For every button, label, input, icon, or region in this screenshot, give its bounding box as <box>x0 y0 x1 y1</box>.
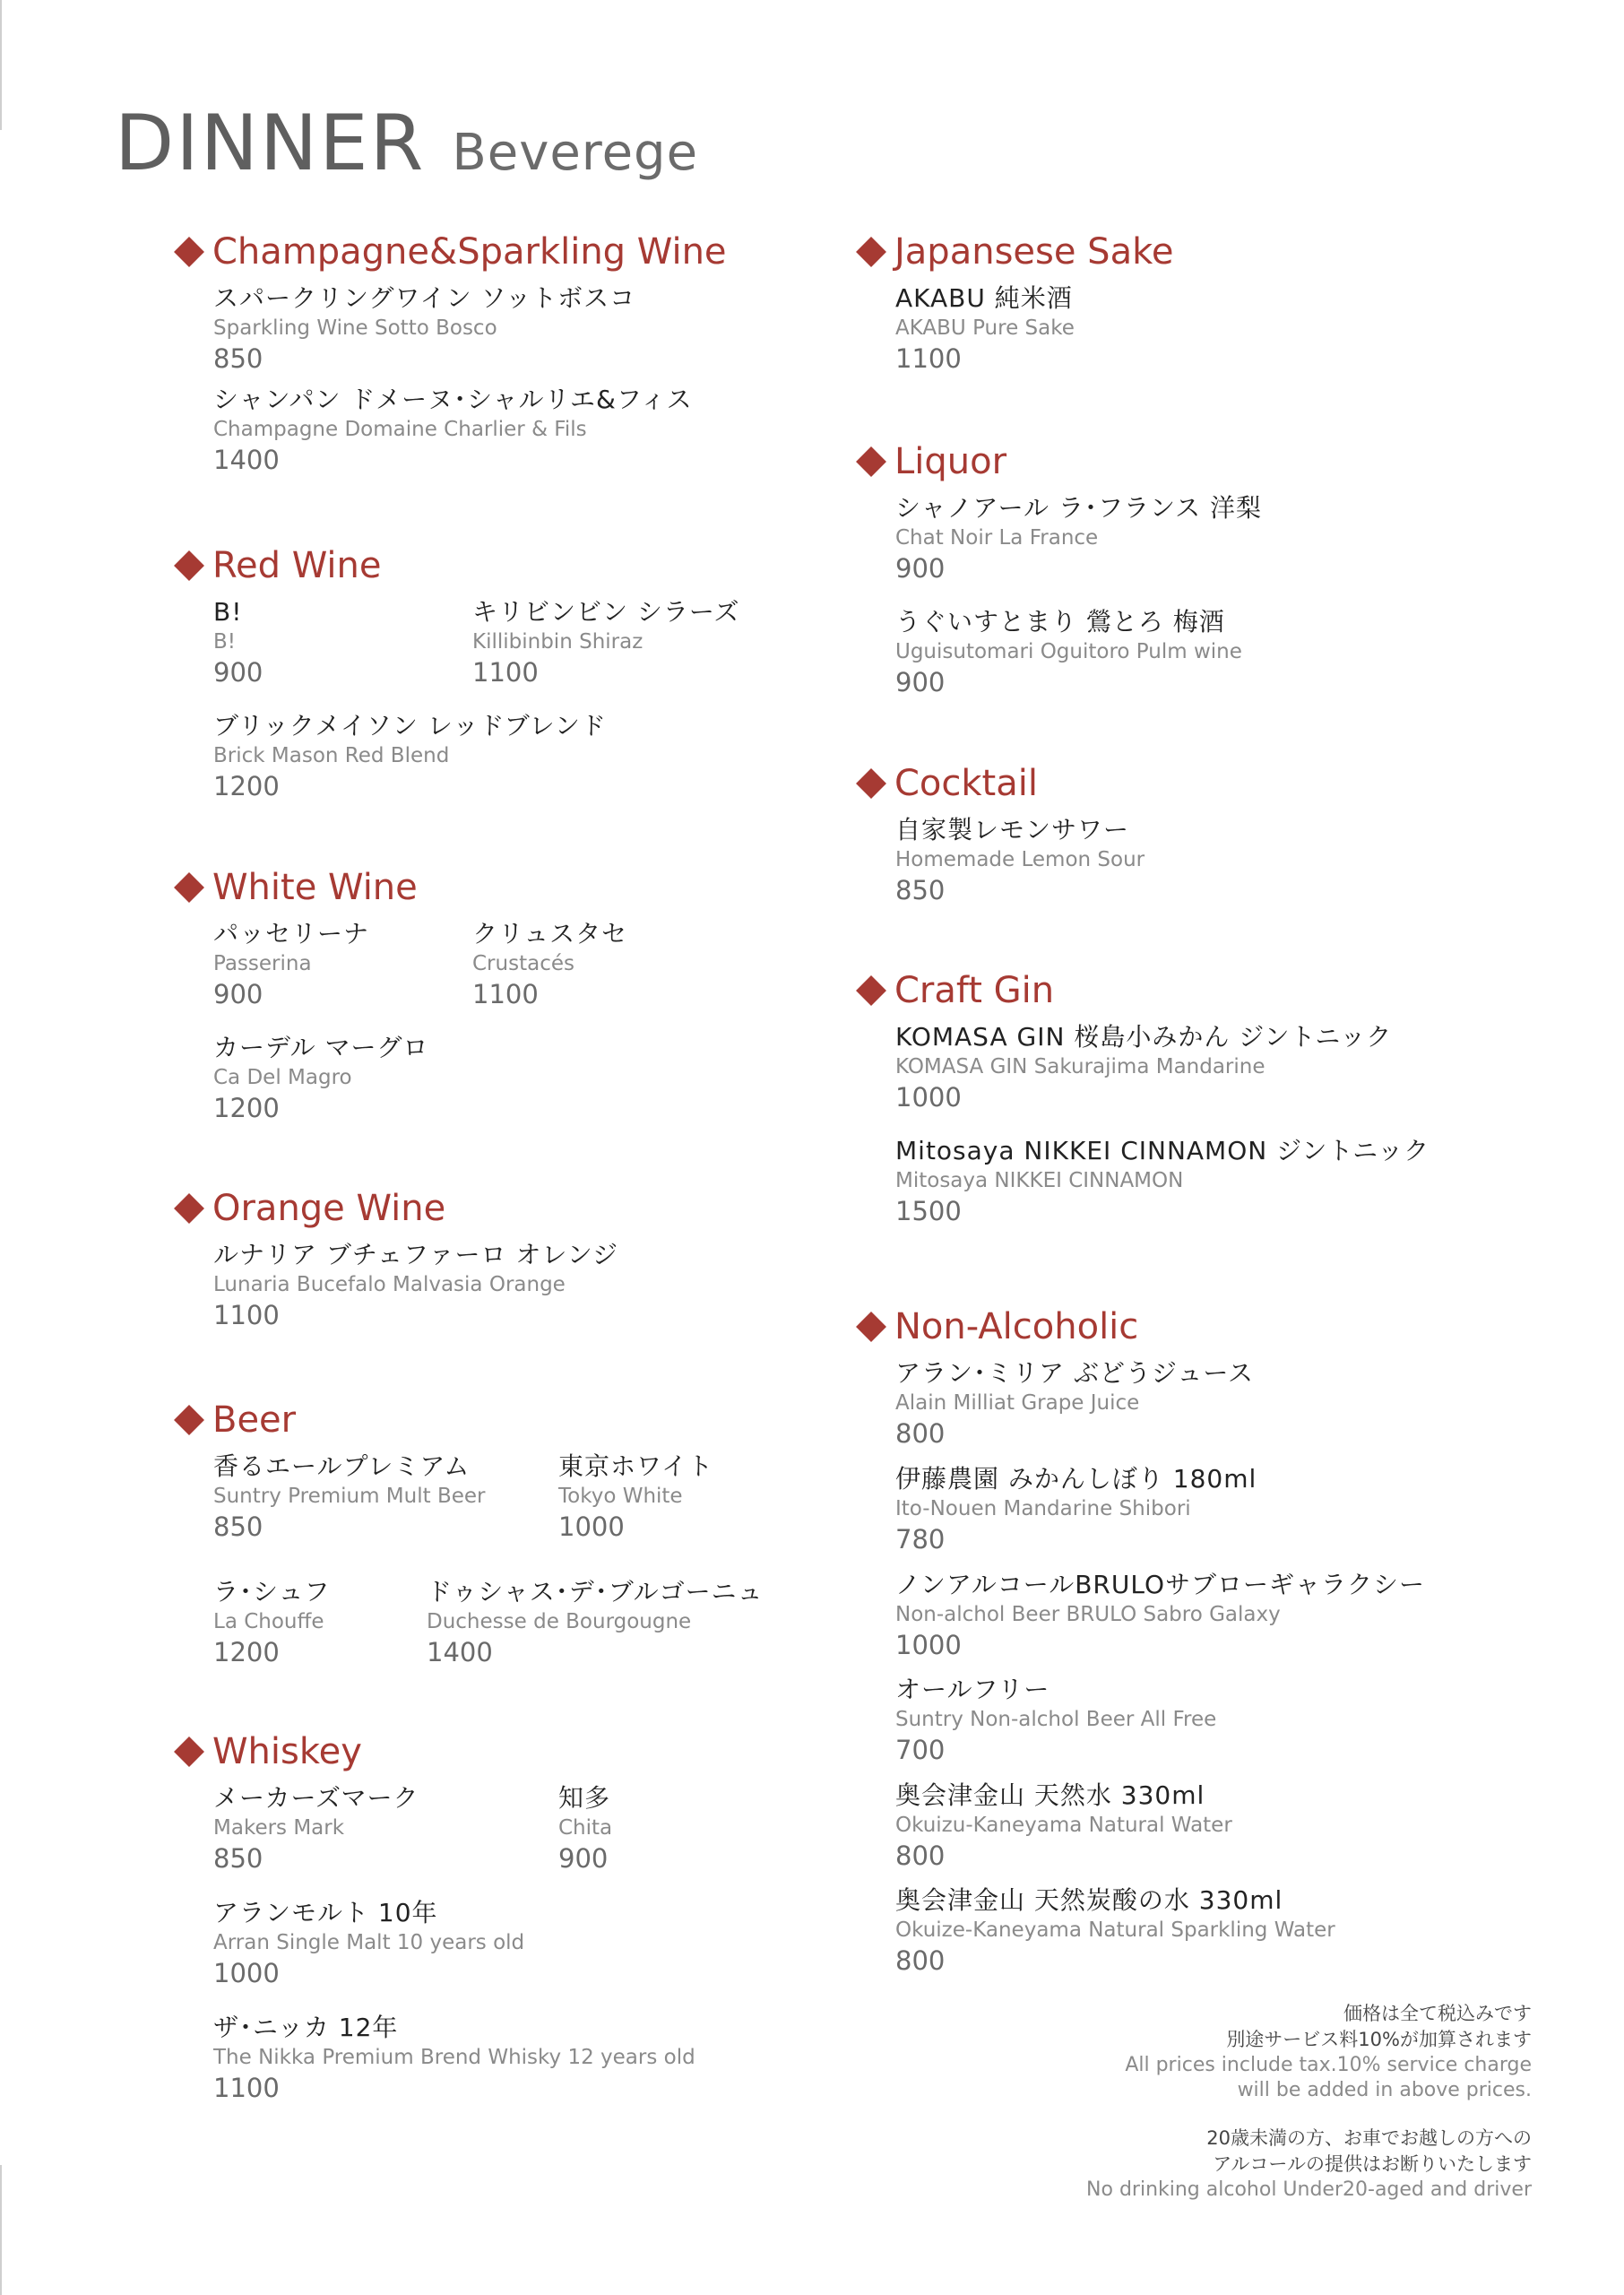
section-title: Orange Wine <box>175 1185 445 1232</box>
menu-item <box>213 710 607 803</box>
menu-item <box>213 384 693 477</box>
item-name-en: Arran Single Malt 10 years old <box>213 1931 525 1954</box>
menu-item <box>427 1576 764 1669</box>
item-name-jp: B! <box>213 597 243 627</box>
item-price: 900 <box>558 1843 609 1874</box>
item-price: 1100 <box>472 979 539 1009</box>
menu-item <box>213 1576 330 1669</box>
item-name-jp: 東京ホワイト <box>558 1451 714 1481</box>
item-name-jp: シャノアール ラ･フランス 洋梨 <box>895 493 1263 523</box>
item-name-en: Chat Noir La France <box>895 526 1099 550</box>
item-name-en: AKABU Pure Sake <box>895 316 1075 340</box>
item-name-jp: パッセリーナ <box>213 919 370 948</box>
item-price: 1000 <box>895 1082 962 1113</box>
item-name-jp: 奥会津金山 天然水 330ml <box>895 1780 1205 1810</box>
tax-notice <box>1125 2001 1532 2103</box>
item-price: 1400 <box>427 1637 493 1667</box>
item-name-jp: 香るエールプレミアム <box>213 1451 471 1481</box>
item-name-en: Okuizu-Kaneyama Natural Water <box>895 1814 1232 1837</box>
item-name-en: Chita <box>558 1816 613 1840</box>
menu-item <box>213 282 635 376</box>
item-name-jp: アラン･ミリア ぶどうジュース <box>895 1358 1254 1388</box>
item-price: 1000 <box>213 1958 280 1988</box>
item-name-jp: カーデル マーグロ <box>213 1033 429 1062</box>
item-name-jp: 知多 <box>558 1783 611 1813</box>
item-name-jp: ルナリア ブチェファーロ オレンジ <box>213 1240 619 1269</box>
title-main: DINNER <box>115 99 426 188</box>
menu-item <box>213 1239 618 1332</box>
item-price: 900 <box>895 667 946 697</box>
item-price: 700 <box>895 1735 946 1765</box>
item-name-en: Ca Del Magro <box>213 1066 352 1089</box>
item-price: 1000 <box>558 1511 625 1542</box>
item-price: 850 <box>213 1511 263 1542</box>
item-name-en: Homemade Lemon Sour <box>895 848 1145 871</box>
menu-item <box>895 1463 1257 1556</box>
item-name-jp: アランモルト 10年 <box>213 1898 438 1927</box>
item-price: 850 <box>213 1843 263 1874</box>
item-name-jp: AKABU 純米酒 <box>895 283 1073 313</box>
diamond-bullet-icon <box>856 768 886 799</box>
diamond-bullet-icon <box>856 446 886 477</box>
section-title: Cocktail <box>857 760 1038 807</box>
item-name-jp: ノンアルコールBRULOサブローギャラクシー <box>895 1570 1426 1599</box>
diamond-bullet-icon <box>856 975 886 1006</box>
section-liquor <box>857 438 1263 697</box>
item-name-en: La Chouffe <box>213 1610 324 1633</box>
section-title: White Wine <box>175 864 418 911</box>
diamond-bullet-icon <box>174 237 204 267</box>
item-name-jp: メーカーズマーク <box>213 1783 419 1813</box>
section-craft-gin <box>857 967 1430 1226</box>
section-title: Liquor <box>857 438 1006 485</box>
item-name-jp: キリビンビン シラーズ <box>472 597 740 627</box>
item-price: 1200 <box>213 771 280 801</box>
item-name-en: Lunaria Bucefalo Malvasia Orange <box>213 1273 566 1296</box>
menu-item <box>895 1780 1232 1873</box>
section-title: Whiskey <box>175 1728 362 1775</box>
section-white-wine <box>175 864 628 1123</box>
age-notice <box>1086 2126 1532 2203</box>
item-name-en: Champagne Domaine Charlier & Fils <box>213 418 587 441</box>
menu-item <box>895 492 1262 585</box>
item-price: 900 <box>213 657 263 688</box>
section-whiskey <box>175 1728 695 2103</box>
item-price: 800 <box>895 1840 946 1871</box>
menu-item <box>213 1032 429 1125</box>
section-red-wine <box>175 542 740 801</box>
item-price: 900 <box>895 553 946 584</box>
item-name-jp: うぐいすとまり 鶯とろ 梅酒 <box>895 607 1225 637</box>
section-title: Beer <box>175 1397 296 1443</box>
item-price: 850 <box>895 875 946 905</box>
item-price: 1400 <box>213 445 280 475</box>
menu-item <box>895 814 1145 907</box>
item-price: 1500 <box>895 1196 962 1226</box>
item-price: 1000 <box>895 1630 962 1660</box>
item-price: 1100 <box>472 657 539 688</box>
item-price: 800 <box>895 1945 946 1976</box>
crop-mark-top <box>0 0 2 130</box>
section-non-alcoholic <box>857 1303 1426 1976</box>
menu-item <box>213 1897 524 1990</box>
diamond-bullet-icon <box>174 872 204 903</box>
diamond-bullet-icon <box>856 237 886 267</box>
age-note-jp-2: アルコールの提供はお断りいたします <box>1213 2153 1532 2175</box>
item-name-jp: ドゥシャス･デ･ブルゴーニュ <box>427 1577 764 1606</box>
tax-note-jp-1: 価格は全て税込みです <box>1343 2003 1532 2024</box>
menu-item <box>213 596 263 689</box>
item-name-en: Alain Milliat Grape Juice <box>895 1391 1140 1415</box>
item-name-en: Mitosaya NIKKEI CINNAMON <box>895 1169 1184 1192</box>
item-name-en: Suntry Non-alchol Beer All Free <box>895 1708 1217 1731</box>
item-name-en: KOMASA GIN Sakurajima Mandarine <box>895 1055 1266 1078</box>
menu-item <box>472 918 627 1011</box>
item-name-en: Crustacés <box>472 952 574 975</box>
page-title <box>115 99 698 188</box>
item-name-jp: KOMASA GIN 桜島小みかん ジントニック <box>895 1022 1393 1052</box>
diamond-bullet-icon <box>174 1193 204 1224</box>
item-name-jp: シャンパン ドメーヌ･シャルリエ&フィス <box>213 385 693 414</box>
menu-item <box>558 1782 612 1875</box>
item-price: 900 <box>213 979 263 1009</box>
item-price: 1100 <box>895 343 962 374</box>
crop-mark-bottom <box>0 2165 2 2295</box>
menu-item <box>895 1021 1392 1114</box>
item-price: 1100 <box>213 1300 280 1330</box>
tax-note-en-1: All prices include tax.10% service charge <box>1125 2054 1532 2076</box>
item-name-jp: 伊藤農園 みかんしぼり 180ml <box>895 1464 1257 1494</box>
section-champagne <box>175 229 727 475</box>
diamond-bullet-icon <box>856 1312 886 1342</box>
item-name-jp: ブリックメイソン レッドブレンド <box>213 711 607 740</box>
item-name-en: Okuize-Kaneyama Natural Sparkling Water <box>895 1918 1335 1942</box>
item-price: 780 <box>895 1524 946 1555</box>
item-name-jp: 自家製レモンサワー <box>895 815 1130 844</box>
item-name-en: Passerina <box>213 952 312 975</box>
diamond-bullet-icon <box>174 1405 204 1435</box>
item-name-en: Ito-Nouen Mandarine Shibori <box>895 1497 1191 1520</box>
section-title: Japansese Sake <box>857 229 1173 275</box>
item-name-en: B! <box>213 630 236 654</box>
title-sub: Beverege <box>452 124 699 182</box>
menu-item <box>895 1884 1335 1978</box>
diamond-bullet-icon <box>174 1736 204 1767</box>
section-orange-wine <box>175 1185 619 1330</box>
diamond-bullet-icon <box>174 550 204 581</box>
menu-item <box>213 1451 485 1544</box>
item-name-jp: 奥会津金山 天然炭酸の水 330ml <box>895 1885 1283 1915</box>
item-price: 1200 <box>213 1093 280 1123</box>
menu-item <box>895 1674 1216 1767</box>
item-name-jp: ザ･ニッカ 12年 <box>213 2013 399 2042</box>
item-name-jp: オールフリー <box>895 1675 1050 1704</box>
menu-item <box>895 1357 1254 1451</box>
section-beer <box>175 1397 764 1667</box>
tax-note-jp-2: 別途サービス料10%が加算されます <box>1226 2029 1532 2050</box>
item-price: 800 <box>895 1418 946 1449</box>
menu-item <box>558 1451 713 1544</box>
section-title: Red Wine <box>175 542 381 589</box>
item-name-en: Non-alchol Beer BRULO Sabro Galaxy <box>895 1603 1281 1626</box>
item-name-en: Makers Mark <box>213 1816 345 1840</box>
age-note-jp-1: 20歳未満の方、お車でお越しの方への <box>1206 2127 1532 2149</box>
menu-item <box>472 596 740 689</box>
item-price: 1200 <box>213 1637 280 1667</box>
menu-item <box>213 1782 419 1875</box>
item-name-en: Uguisutomari Oguitoro Pulm wine <box>895 640 1242 663</box>
item-name-jp: Mitosaya NIKKEI CINNAMON ジントニック <box>895 1136 1430 1165</box>
tax-note-en-2: will be added in above prices. <box>1237 2079 1532 2101</box>
item-price: 850 <box>213 343 263 374</box>
age-note-en: No drinking alcohol Under20-aged and driver <box>1086 2178 1532 2201</box>
section-title: Champagne&Sparkling Wine <box>175 229 727 275</box>
item-name-jp: スパークリングワイン ソットボスコ <box>213 283 636 313</box>
item-name-en: Duchesse de Bourgougne <box>427 1610 692 1633</box>
item-name-en: Sparkling Wine Sotto Bosco <box>213 316 497 340</box>
section-japanese-sake <box>857 229 1174 374</box>
menu-item <box>895 1569 1425 1662</box>
section-cocktail <box>857 760 1145 905</box>
item-name-en: Killibinbin Shiraz <box>472 630 644 654</box>
menu-item <box>213 918 369 1011</box>
section-title: Non-Alcoholic <box>857 1303 1138 1350</box>
section-title: Craft Gin <box>857 967 1054 1014</box>
item-name-en: The Nikka Premium Brend Whisky 12 years old <box>213 2046 695 2069</box>
menu-item <box>895 1135 1430 1228</box>
item-name-en: Tokyo White <box>558 1485 683 1508</box>
item-price: 1100 <box>213 2073 280 2103</box>
item-name-jp: クリュスタセ <box>472 919 628 948</box>
menu-item <box>213 2012 695 2105</box>
item-name-en: Brick Mason Red Blend <box>213 744 450 767</box>
menu-item <box>895 282 1075 376</box>
menu-item <box>895 606 1242 699</box>
item-name-jp: ラ･シュフ <box>213 1577 331 1606</box>
item-name-en: Suntry Premium Mult Beer <box>213 1485 486 1508</box>
